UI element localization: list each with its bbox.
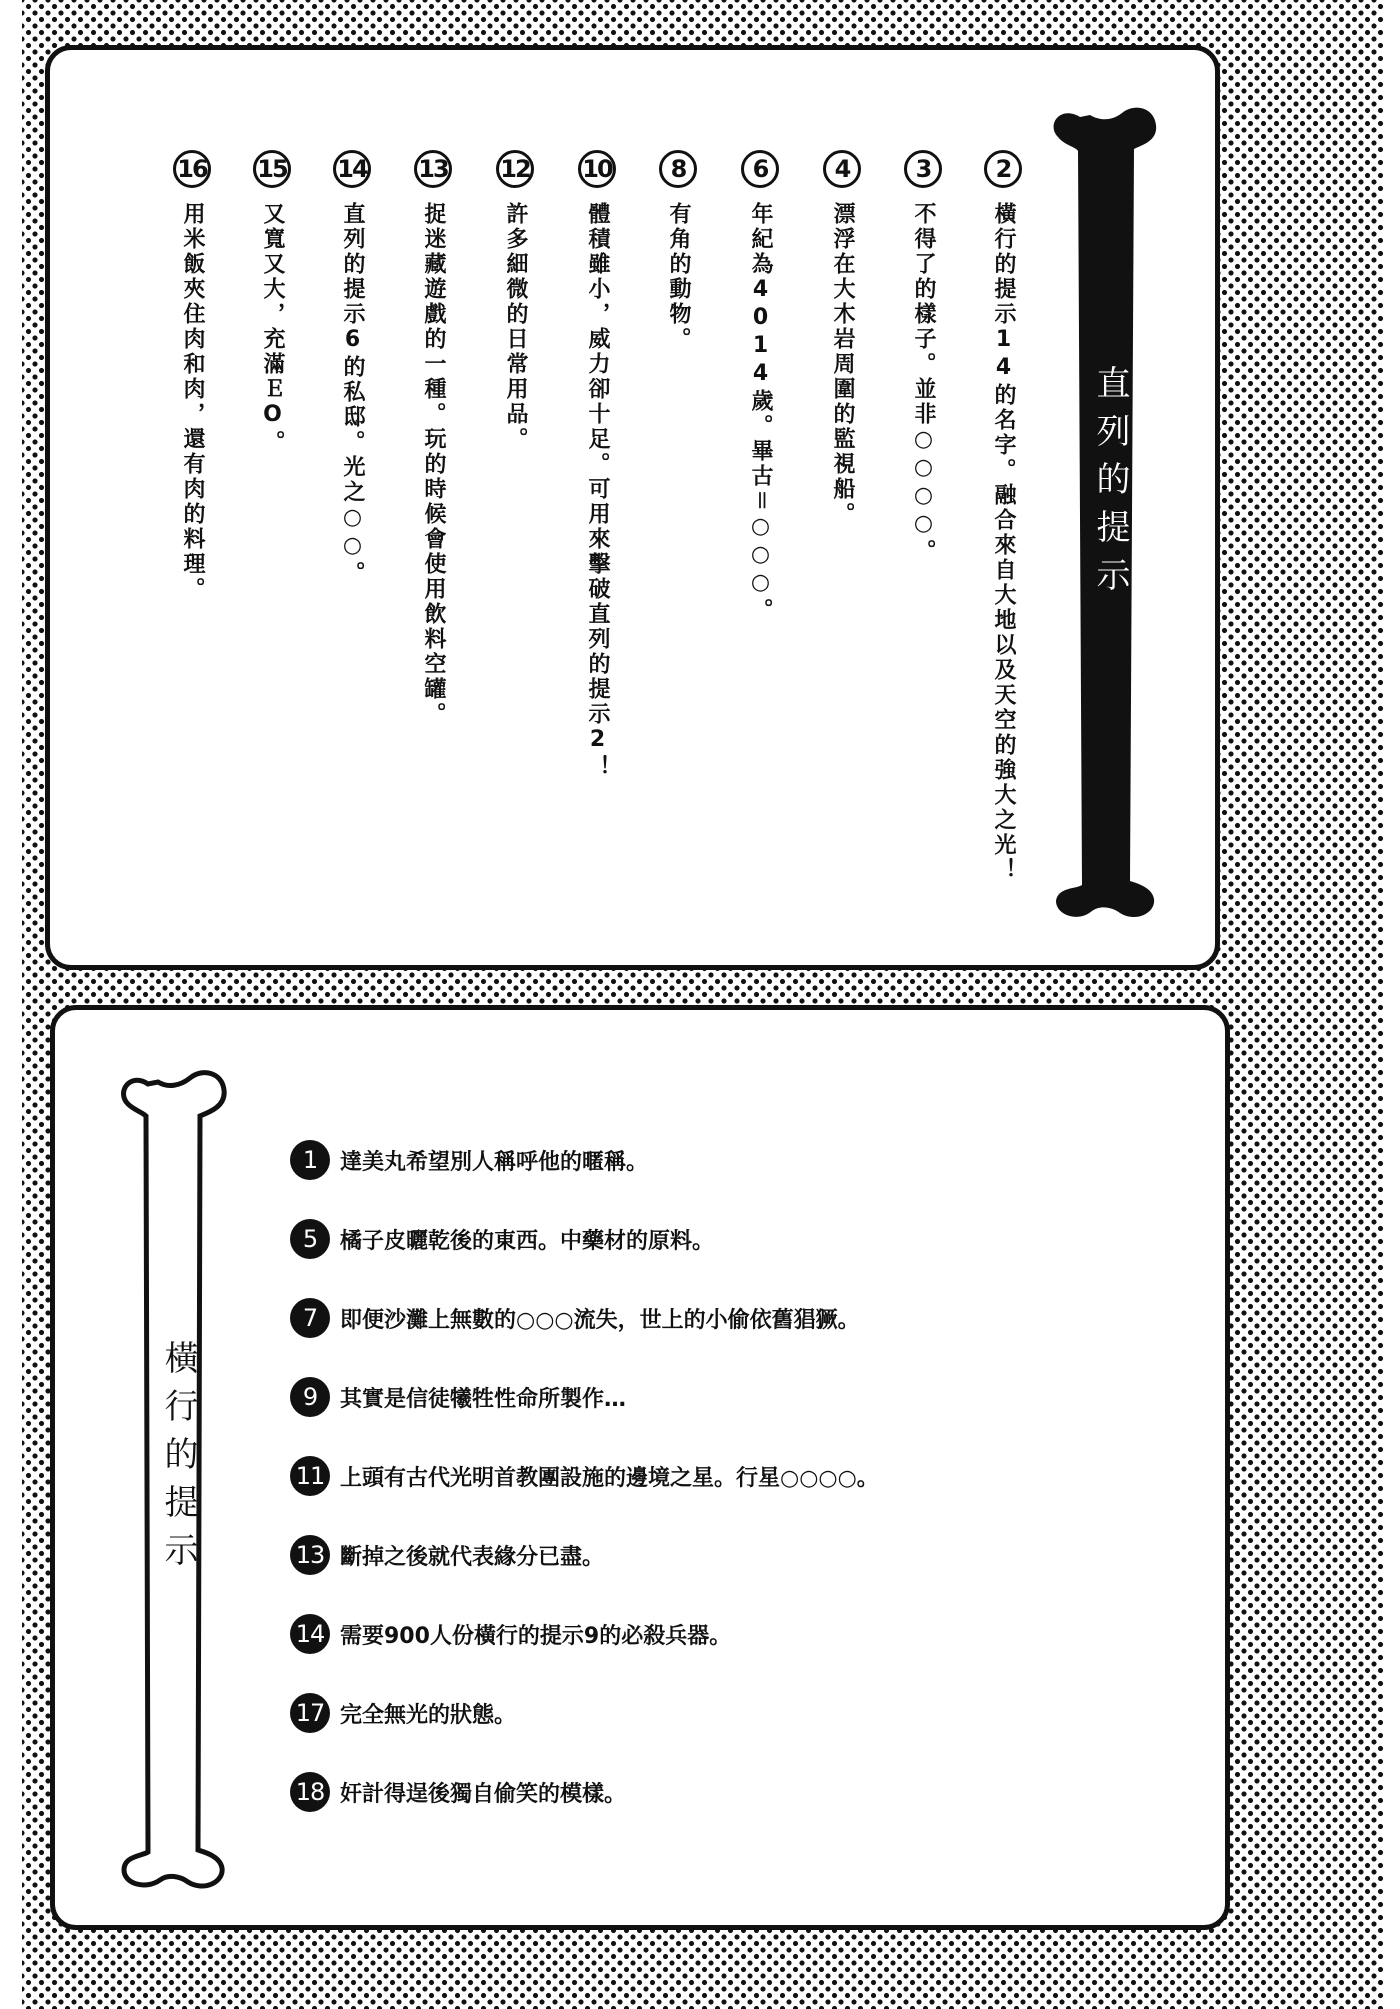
clue-text: 捉迷藏遊戲的一種。玩的時候會使用飲料空罐。: [421, 202, 446, 727]
clue-text: 上頭有古代光明首教團設施的邊境之星。行星○○○○。: [340, 1465, 879, 1491]
down-clues-panel: [45, 45, 1220, 970]
down-clue: [167, 150, 217, 602]
down-clue: [898, 150, 948, 564]
clue-number: 2: [984, 150, 1022, 188]
clue-number: 15: [253, 150, 291, 188]
clue-text: 不得了的樣子。並非○○○○。: [911, 202, 936, 564]
across-clue: [290, 1772, 879, 1812]
across-clue-list: [290, 1140, 879, 1851]
down-clue: [653, 150, 703, 352]
bone-banner-across: [118, 1060, 230, 1890]
clue-text: 奸計得逞後獨自偷笑的模樣。: [340, 1781, 627, 1807]
clue-number: 13: [414, 150, 452, 188]
clue-number: 1: [290, 1140, 330, 1180]
clue-text: 即便沙灘上無數的○○○流失，世上的小偷依舊猖獗。: [340, 1307, 860, 1333]
down-clue: [572, 150, 622, 780]
clue-text: 斷掉之後就代表緣分已盡。: [340, 1544, 605, 1570]
clue-text: 許多細微的日常用品。: [503, 202, 528, 452]
across-clue: [290, 1693, 879, 1733]
clue-number: 7: [290, 1298, 330, 1338]
clue-text: 橫行的提示14的名字。融合來自大地以及天空的強大之光！: [991, 202, 1016, 883]
down-clue: [408, 150, 458, 727]
bone-banner-down: [1050, 95, 1160, 920]
clue-number: 9: [290, 1377, 330, 1417]
clue-text: 又寬又大，充滿ＥO。: [260, 202, 285, 455]
clue-number: 3: [904, 150, 942, 188]
clue-text: 橘子皮曬乾後的東西。中藥材的原料。: [340, 1228, 715, 1254]
clue-number: 5: [290, 1219, 330, 1259]
across-clue: [290, 1140, 879, 1180]
clue-text: 用米飯夾住肉和肉，還有肉的料理。: [180, 202, 205, 602]
clue-number: 10: [578, 150, 616, 188]
across-clue: [290, 1298, 879, 1338]
clue-text: 直列的提示6的私邸。光之○○。: [340, 202, 365, 586]
across-clue: [290, 1456, 879, 1496]
clue-number: 14: [290, 1614, 330, 1654]
clue-text: 體積雖小，威力卻十足。可用來擊破直列的提示2！: [585, 202, 610, 780]
down-clue: [735, 150, 785, 623]
across-clue: [290, 1614, 879, 1654]
clue-number: 6: [741, 150, 779, 188]
across-title: 橫行的提示: [158, 1340, 198, 1580]
clue-number: 13: [290, 1535, 330, 1575]
clue-number: 8: [659, 150, 697, 188]
clue-number: 16: [173, 150, 211, 188]
clue-number: 14: [333, 150, 371, 188]
down-clue: [247, 150, 297, 455]
clue-text: 其實是信徒犧牲性命所製作…: [340, 1386, 627, 1412]
clue-number: 4: [823, 150, 861, 188]
clue-text: 達美丸希望別人稱呼他的暱稱。: [340, 1149, 649, 1175]
clue-text: 完全無光的狀態。: [340, 1702, 517, 1728]
across-clue: [290, 1377, 879, 1417]
down-clue: [978, 150, 1028, 883]
clue-number: 11: [290, 1456, 330, 1496]
clue-number: 12: [496, 150, 534, 188]
clue-number: 18: [290, 1772, 330, 1812]
down-clue: [490, 150, 540, 452]
clue-text: 年紀為4014歲。畢古＝○○○。: [748, 202, 773, 623]
across-clue: [290, 1219, 879, 1259]
clue-number: 17: [290, 1693, 330, 1733]
down-clue: [327, 150, 377, 586]
clue-text: 漂浮在大木岩周圍的監視船。: [830, 202, 855, 527]
clue-text: 需要900人份橫行的提示9的必殺兵器。: [340, 1623, 732, 1649]
down-clue: [817, 150, 867, 527]
across-clue: [290, 1535, 879, 1575]
down-title: 直列的提示: [1090, 365, 1130, 605]
clue-text: 有角的動物。: [666, 202, 691, 352]
